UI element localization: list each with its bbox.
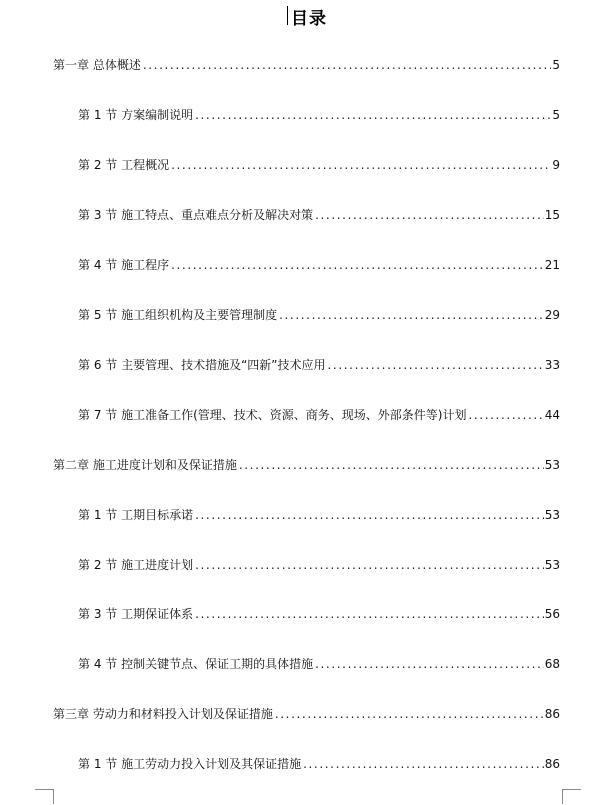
toc-leader-dots — [313, 207, 544, 223]
toc-entry[interactable] — [78, 255, 560, 273]
toc-page-number: 15 — [544, 208, 560, 222]
toc-page-number: 56 — [544, 607, 560, 621]
toc-entry[interactable] — [53, 704, 560, 722]
toc-entry-label: 第 5 节 施工组织机构及主要管理制度 — [78, 308, 278, 322]
toc-entry[interactable] — [78, 205, 560, 223]
toc-entry[interactable] — [78, 505, 560, 523]
toc-page-number: 21 — [544, 258, 560, 272]
toc-entry-label: 第二章 施工进度计划和及保证措施 — [53, 458, 237, 472]
toc-entry[interactable] — [53, 55, 560, 73]
toc-entry[interactable] — [78, 355, 560, 373]
page-margin-corner-left — [35, 789, 54, 804]
toc-entry-label: 第 4 节 施工程序 — [78, 258, 170, 272]
toc-page-number: 9 — [552, 158, 560, 172]
toc-leader-dots — [193, 107, 551, 123]
toc-leader-dots — [466, 407, 543, 423]
toc-page-number: 5 — [552, 108, 560, 122]
toc-page-number: 29 — [544, 308, 560, 322]
toc-page-number: 33 — [544, 358, 560, 372]
toc-leader-dots — [193, 606, 544, 622]
toc-entry-label: 第 3 节 工期保证体系 — [78, 607, 194, 621]
toc-page-number: 44 — [544, 408, 560, 422]
toc-entry-label: 第一章 总体概述 — [53, 58, 141, 72]
toc-entry-label: 第 1 节 施工劳动力投入计划及其保证措施 — [78, 757, 302, 771]
toc-leader-dots — [237, 457, 544, 473]
toc-entry[interactable] — [78, 305, 560, 323]
toc-leader-dots — [326, 357, 544, 373]
toc-entry-label: 第 2 节 工程概况 — [78, 158, 170, 172]
toc-leader-dots — [301, 756, 544, 772]
toc-leader-dots — [273, 706, 544, 722]
toc-entry-label: 第 1 节 方案编制说明 — [78, 108, 194, 122]
toc-entry[interactable] — [78, 155, 560, 173]
toc-entry[interactable] — [78, 105, 560, 123]
toc-leader-dots — [169, 257, 544, 273]
toc-page-number: 53 — [544, 508, 560, 522]
toc-leader-dots — [313, 656, 544, 672]
toc-entry-label: 第三章 劳动力和材料投入计划及保证措施 — [53, 707, 273, 721]
toc-leader-dots — [193, 557, 544, 573]
toc-leader-dots — [277, 307, 544, 323]
toc-entry[interactable] — [78, 604, 560, 622]
toc-entry[interactable] — [78, 754, 560, 772]
toc-entry-label: 第 3 节 施工特点、重点难点分析及解决对策 — [78, 208, 314, 222]
toc-entry[interactable] — [78, 654, 560, 672]
toc-page-number: 53 — [544, 558, 560, 572]
toc-entry[interactable] — [53, 455, 560, 473]
toc-page-number: 86 — [544, 707, 560, 721]
toc-entry-label: 第 4 节 控制关键节点、保证工期的具体措施 — [78, 657, 314, 671]
toc-leader-dots — [141, 57, 552, 73]
toc-page-number: 86 — [544, 757, 560, 771]
toc-page-number: 53 — [544, 458, 560, 472]
toc-entry[interactable] — [78, 405, 560, 423]
toc-page-number: 68 — [544, 657, 560, 671]
toc-leader-dots — [193, 507, 544, 523]
toc-title-text: 目录 — [291, 9, 327, 29]
toc-entry-label: 第 2 节 施工进度计划 — [78, 558, 194, 572]
toc-entry-label: 第 6 节 主要管理、技术措施及“四新”技术应用 — [78, 358, 326, 372]
toc-entry[interactable] — [78, 555, 560, 573]
toc-entry-label: 第 1 节 工期目标承诺 — [78, 508, 194, 522]
toc-page-number: 5 — [552, 58, 560, 72]
toc-leader-dots — [169, 157, 551, 173]
page-margin-corner-right — [562, 789, 581, 804]
toc-entry-label: 第 7 节 施工准备工作(管理、技术、资源、商务、现场、外部条件等)计划 — [78, 408, 467, 422]
